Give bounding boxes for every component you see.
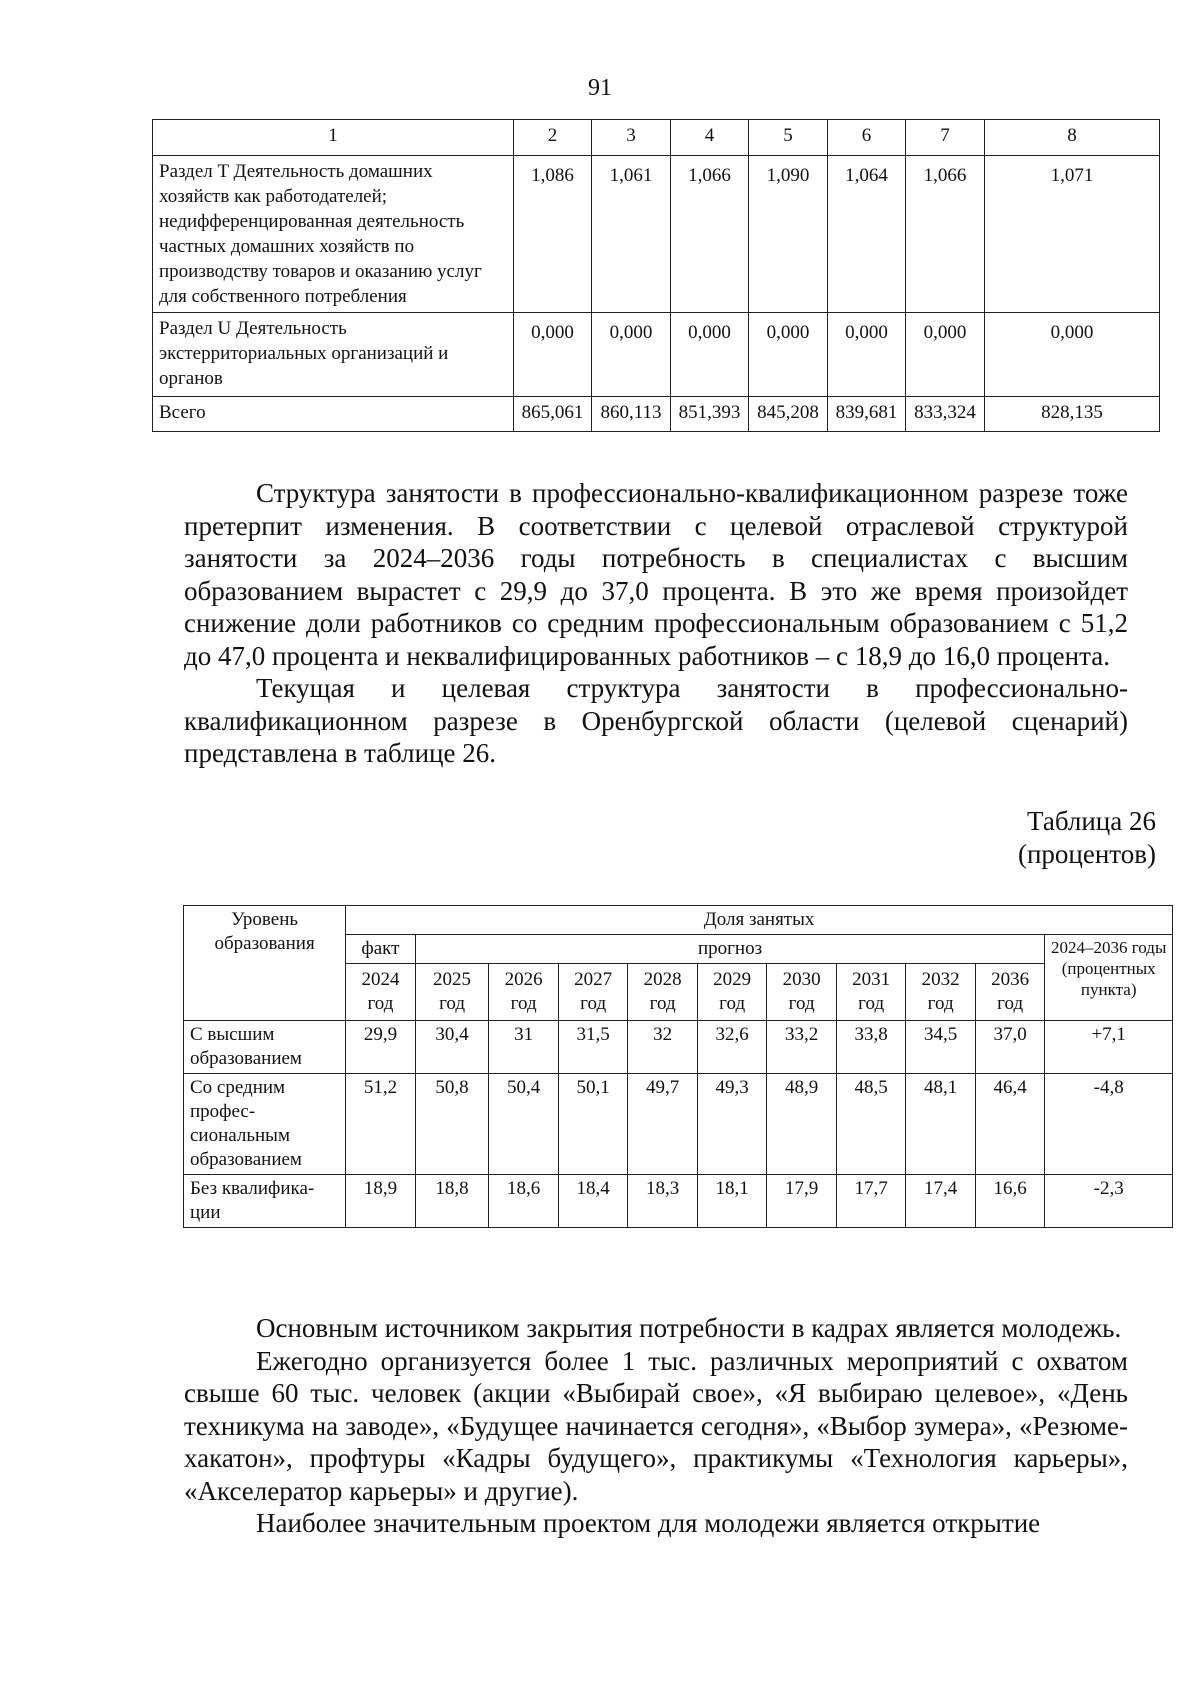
table-cell: 51,2 [346, 1074, 416, 1175]
year-header: 2028 год [628, 964, 698, 1021]
column-header: 6 [828, 120, 906, 156]
table-cell: 851,393 [671, 397, 749, 432]
table-row [153, 156, 1160, 313]
table-header-row [184, 906, 1173, 935]
table-cell: 0,000 [828, 313, 906, 397]
table-cell: 1,090 [749, 156, 828, 313]
table-cell: 1,086 [514, 156, 592, 313]
year-header: 2031 год [836, 964, 906, 1021]
header-fact: факт [346, 935, 416, 964]
change-cell: -2,3 [1045, 1175, 1173, 1228]
table-header-row [153, 120, 1160, 156]
change-cell: -4,8 [1045, 1074, 1173, 1175]
row-label: Всего [153, 397, 514, 432]
table-cell: 860,113 [592, 397, 671, 432]
row-label: Раздел U Деятельность экстерриториальных организаций и органов [153, 313, 514, 397]
paragraph: Структура занятости в профессионально-квалификационном разрезе тоже претерпит изменения. В соответствии с целевой отраслевой структурой занятости за 2024–2036 годы потребность в специалистах с высшим образованием вырастет с 29,9 до 37,0 процента. В это же время произойдет снижение доли работников со средним профессиональным образованием с 51,2 до 47,0 процента и неквалифицированных работников – с 18,9 до 16,0 процента. [184, 478, 1128, 671]
table-cell: 49,3 [697, 1074, 767, 1175]
column-header: 3 [592, 120, 671, 156]
table-cell: 833,324 [906, 397, 985, 432]
year-header: 2025 год [415, 964, 489, 1021]
table-cell: 1,071 [985, 156, 1160, 313]
table-cell: 828,135 [985, 397, 1160, 432]
table-cell: 17,9 [767, 1175, 837, 1228]
table-cell: 0,000 [514, 313, 592, 397]
table-cell: 0,000 [749, 313, 828, 397]
page-number: 91 [588, 75, 612, 101]
table-cell: 30,4 [415, 1021, 489, 1074]
table-cell: 865,061 [514, 397, 592, 432]
table-row [184, 1021, 1173, 1074]
year-header: 2029 год [697, 964, 767, 1021]
column-header: 7 [906, 120, 985, 156]
table-cell: 18,3 [628, 1175, 698, 1228]
table-cell: 37,0 [975, 1021, 1045, 1074]
table-cell: 31 [489, 1021, 559, 1074]
table-cell: 0,000 [671, 313, 749, 397]
table-cell: 29,9 [346, 1021, 416, 1074]
table-cell: 18,9 [346, 1175, 416, 1228]
table-cell: 32 [628, 1021, 698, 1074]
industry-table [152, 119, 1160, 432]
column-header: 4 [671, 120, 749, 156]
row-label: Без квалифика-ции [184, 1175, 346, 1228]
table-cell: 1,061 [592, 156, 671, 313]
table-cell: 50,4 [489, 1074, 559, 1175]
table-cell: 48,9 [767, 1074, 837, 1175]
table-cell: 18,1 [697, 1175, 767, 1228]
year-header: 2026 год [489, 964, 559, 1021]
table-cell: 17,7 [836, 1175, 906, 1228]
table-cell: 16,6 [975, 1175, 1045, 1228]
employment-structure-table [183, 905, 1173, 1228]
column-header: 5 [749, 120, 828, 156]
table-cell: 1,066 [906, 156, 985, 313]
year-header: 2030 год [767, 964, 837, 1021]
table-cell: 32,6 [697, 1021, 767, 1074]
table-cell: 34,5 [906, 1021, 976, 1074]
year-header: 2024 год [346, 964, 416, 1021]
table-cell: 50,1 [558, 1074, 628, 1175]
paragraph: Ежегодно организуется более 1 тыс. различных мероприятий с охватом свыше 60 тыс. человек (акции «Выбирай свое», «Я выбираю целевое», «День техникума на заводе», «Будущее начинается сегодня», «Выбор зумера», «Резюме-хакатон», профтуры «Кадры будущего», практикумы «Технология карьеры», «Акселератор карьеры» и другие). [184, 1345, 1128, 1506]
table-caption: Таблица 26 [1027, 806, 1156, 836]
header-forecast: прогноз [415, 935, 1045, 964]
table-cell: 18,8 [415, 1175, 489, 1228]
table-row [153, 313, 1160, 397]
table-unit: (процентов) [1017, 839, 1156, 869]
change-period: 2024–2036 годы [1051, 938, 1167, 957]
table-cell: 1,066 [671, 156, 749, 313]
table-row-total [153, 397, 1160, 432]
change-cell: +7,1 [1045, 1021, 1173, 1074]
year-header: 2036 год [975, 964, 1045, 1021]
paragraph: Наиболее значительным проектом для молодежи является открытие [256, 1508, 1041, 1538]
table-cell: 18,6 [489, 1175, 559, 1228]
table-row [184, 1175, 1173, 1228]
table-cell: 0,000 [906, 313, 985, 397]
change-unit: (процентных пункта) [1061, 959, 1156, 999]
table-cell: 1,064 [828, 156, 906, 313]
header-change [1045, 935, 1173, 1021]
table-cell: 46,4 [975, 1074, 1045, 1175]
body-text-bottom [184, 1312, 1128, 1540]
table-cell: 50,8 [415, 1074, 489, 1175]
body-text-top [184, 477, 1128, 770]
table-cell: 845,208 [749, 397, 828, 432]
table-cell: 33,8 [836, 1021, 906, 1074]
header-share-employed: Доля занятых [346, 906, 1173, 935]
row-label: Раздел T Деятельность домашних хозяйств как работодателей; недифференцированная деятельность частных домашних хозяйств по производству товаров и оказанию услуг для собственного потребления [153, 156, 514, 313]
table-cell: 48,5 [836, 1074, 906, 1175]
table-cell: 839,681 [828, 397, 906, 432]
table-cell: 0,000 [592, 313, 671, 397]
table-cell: 17,4 [906, 1175, 976, 1228]
table-cell: 0,000 [985, 313, 1160, 397]
paragraph: Основным источником закрытия потребности в кадрах является молодежь. [256, 1313, 1122, 1343]
column-header: 2 [514, 120, 592, 156]
year-header: 2027 год [558, 964, 628, 1021]
column-header: 8 [985, 120, 1160, 156]
column-header: 1 [153, 120, 514, 156]
header-education-level: Уровень образования [184, 906, 346, 1021]
table-cell: 49,7 [628, 1074, 698, 1175]
table-cell: 33,2 [767, 1021, 837, 1074]
year-header: 2032 год [906, 964, 976, 1021]
paragraph: Текущая и целевая структура занятости в профессионально-квалификационном разрезе в Оренбургской области (целевой сценарий) представлена в таблице 26. [184, 673, 1128, 768]
row-label: Со средним профес-сиональным образованием [184, 1074, 346, 1175]
table-cell: 31,5 [558, 1021, 628, 1074]
table-cell: 48,1 [906, 1074, 976, 1175]
row-label: С высшим образованием [184, 1021, 346, 1074]
table-row [184, 1074, 1173, 1175]
table-cell: 18,4 [558, 1175, 628, 1228]
